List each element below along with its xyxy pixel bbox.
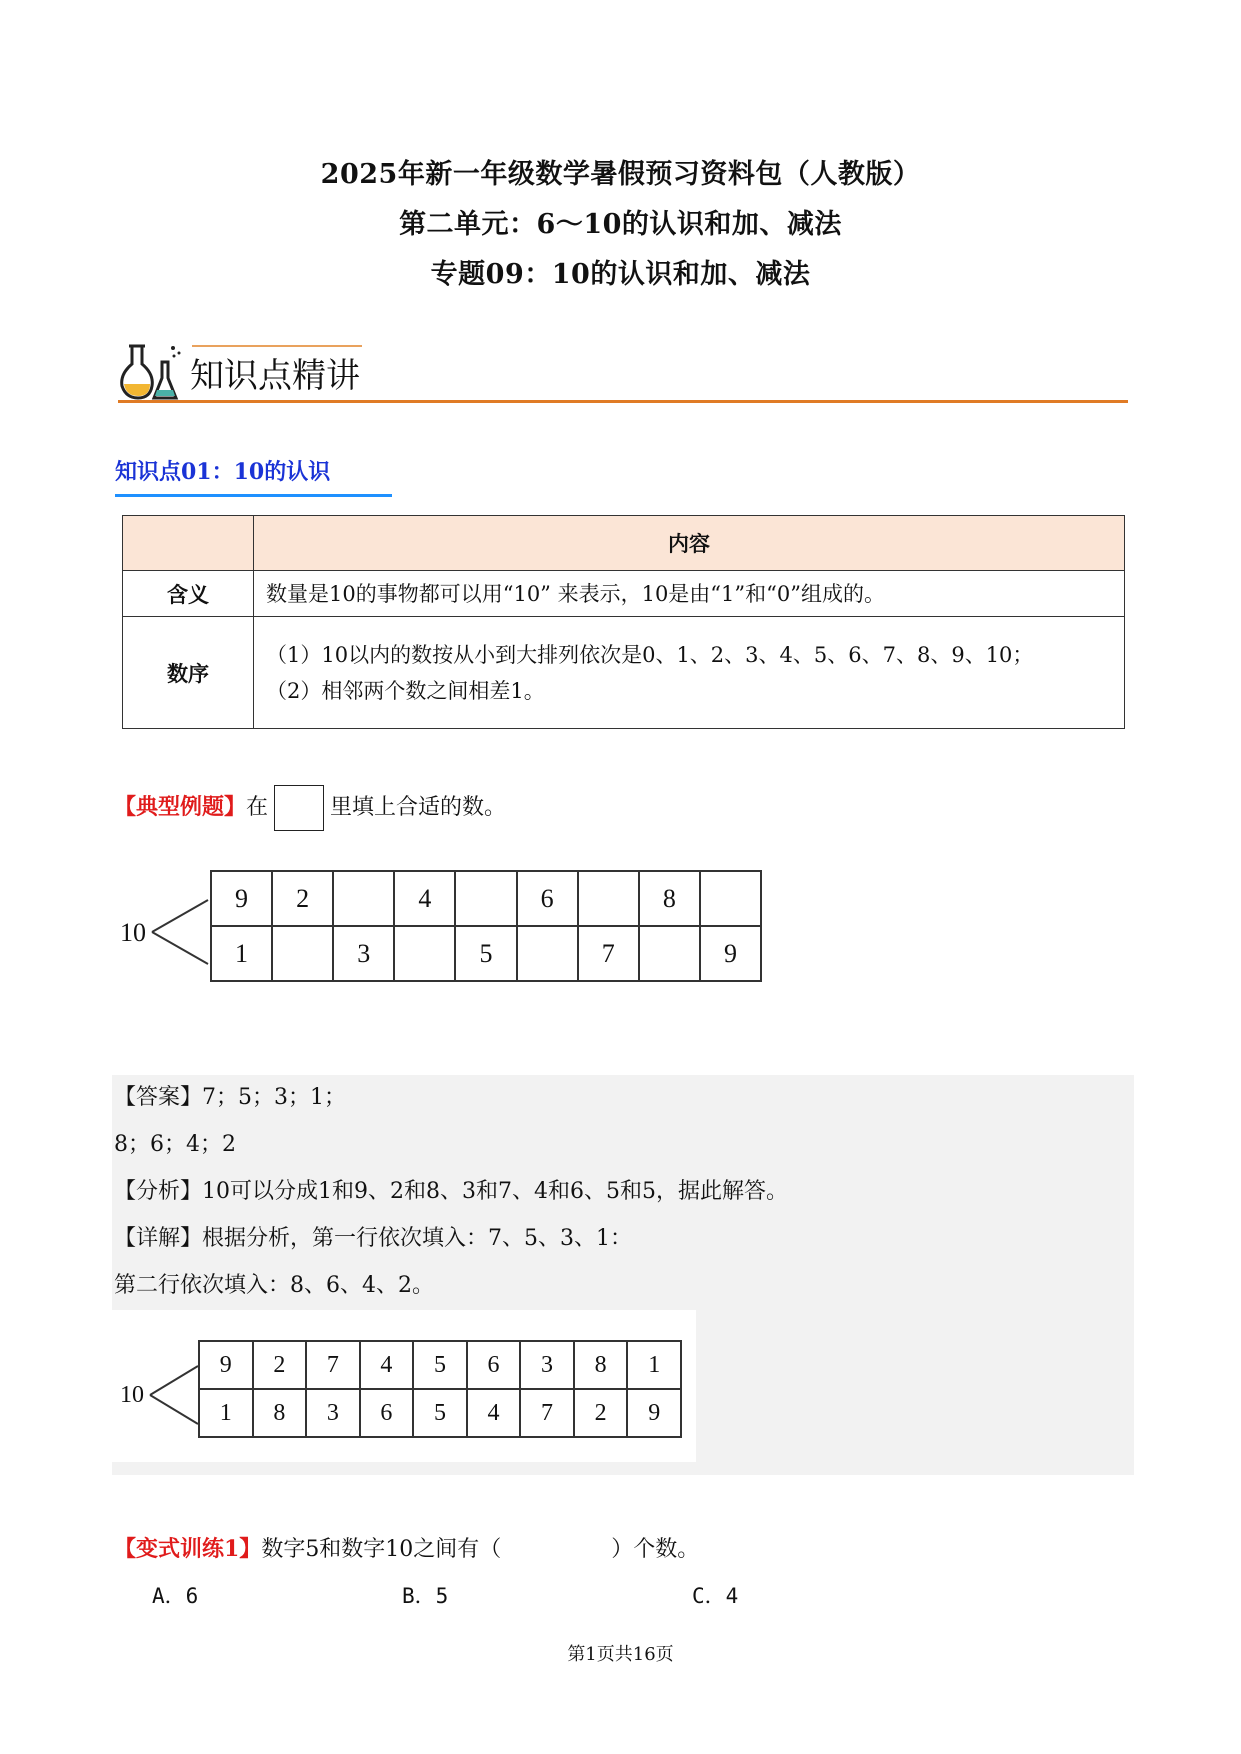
grid-cell: 2 xyxy=(272,871,333,926)
grid-cell: 9 xyxy=(199,1341,253,1389)
example-before: 在 xyxy=(246,795,269,820)
answer-line-2: 8；6；4；2 xyxy=(114,1132,236,1157)
topic-title: 专题09：10的认识和加、减法 xyxy=(430,259,811,290)
table-corner-cell xyxy=(123,516,254,571)
grid-cell: 3 xyxy=(333,926,394,981)
variant-tag: 【变式训练1】 xyxy=(114,1536,262,1562)
grid-cell: 5 xyxy=(455,926,516,981)
row-label-order: 数序 xyxy=(123,617,254,729)
option-a[interactable]: A．6 xyxy=(152,1584,199,1608)
example-after: 里填上合适的数。 xyxy=(330,795,507,820)
grid-cell: 1 xyxy=(627,1341,681,1389)
option-b[interactable]: B．5 xyxy=(402,1584,449,1608)
grid-cell xyxy=(455,871,516,926)
row-label-meaning: 含义 xyxy=(123,571,254,617)
grid-cell: 4 xyxy=(467,1389,521,1437)
ten-label: 10 xyxy=(120,918,146,947)
doc-title: 2025年新一年级数学暑假预习资料包（人教版） xyxy=(320,159,921,190)
variant-question xyxy=(114,1532,699,1563)
detail-line-2: 第二行依次填入：8、6、4、2。 xyxy=(114,1273,434,1298)
analysis-tag: 【分析】 xyxy=(114,1179,203,1204)
grid-row-top xyxy=(211,871,761,926)
section-top-line xyxy=(192,345,362,347)
row-text-meaning: 数量是10的事物都可以用“10” 来表示，10是由“1”和“0”组成的。 xyxy=(254,571,1125,617)
grid-cell: 9 xyxy=(700,926,761,981)
split-branch-icon xyxy=(148,898,210,966)
section-title: 知识点精讲 xyxy=(190,356,360,396)
grid-cell: 7 xyxy=(520,1389,574,1437)
answer-split-branch-icon xyxy=(146,1364,200,1426)
grid-cell: 1 xyxy=(199,1389,253,1437)
grid-cell xyxy=(394,926,455,981)
grid-cell xyxy=(639,926,700,981)
flask-icon xyxy=(118,342,184,402)
detail-line xyxy=(114,1221,632,1252)
blank-box-icon xyxy=(274,785,324,831)
section-divider xyxy=(118,400,1128,403)
table-header: 内容 xyxy=(254,516,1125,571)
answer-number-table xyxy=(198,1340,682,1438)
grid-cell: 8 xyxy=(639,871,700,926)
grid-cell xyxy=(272,926,333,981)
order-line-2: （2）相邻两个数之间相差1。 xyxy=(266,678,545,703)
grid-cell xyxy=(578,871,639,926)
row-text-order xyxy=(254,617,1125,729)
answer-text: 7；5；3；1； xyxy=(202,1085,347,1110)
page-footer: 第1页共16页 xyxy=(567,1644,674,1665)
analysis-line xyxy=(114,1174,788,1205)
option-c[interactable]: C．4 xyxy=(692,1584,739,1608)
knowledge-table xyxy=(122,515,1125,729)
variant-text: 数字5和数字10之间有（ ）个数。 xyxy=(261,1537,700,1562)
grid-cell xyxy=(700,871,761,926)
grid-cell: 8 xyxy=(574,1341,628,1389)
analysis-text: 10可以分成1和9、2和8、3和7、4和6、5和5，据此解答。 xyxy=(202,1179,788,1204)
grid-cell: 9 xyxy=(627,1389,681,1437)
grid-cell xyxy=(333,871,394,926)
order-line-1: （1）10以内的数按从小到大排列依次是0、1、2、3、4、5、6、7、8、9、10； xyxy=(266,642,1034,667)
grid-cell: 3 xyxy=(520,1341,574,1389)
answer-grid-row-top xyxy=(199,1341,681,1389)
answer-grid-row-bottom xyxy=(199,1389,681,1437)
knowledge-point-title: 知识点01：10的认识 xyxy=(115,459,331,485)
detail-text: 根据分析，第一行依次填入：7、5、3、1： xyxy=(202,1226,633,1251)
grid-cell: 6 xyxy=(517,871,578,926)
grid-cell: 6 xyxy=(467,1341,521,1389)
grid-cell xyxy=(517,926,578,981)
grid-cell: 5 xyxy=(413,1389,467,1437)
grid-cell: 3 xyxy=(306,1389,360,1437)
grid-cell: 4 xyxy=(360,1341,414,1389)
detail-tag: 【详解】 xyxy=(114,1226,203,1251)
answer-line xyxy=(114,1080,346,1111)
unit-title: 第二单元：6～10的认识和加、减法 xyxy=(399,209,842,240)
grid-cell: 6 xyxy=(360,1389,414,1437)
knowledge-point-underline xyxy=(115,494,392,497)
answer-ten-label: 10 xyxy=(120,1382,144,1408)
grid-cell: 1 xyxy=(211,926,272,981)
example-question xyxy=(114,785,506,831)
example-tag: 【典型例题】 xyxy=(114,794,247,820)
grid-cell: 2 xyxy=(253,1341,307,1389)
grid-cell: 4 xyxy=(394,871,455,926)
answer-tag: 【答案】 xyxy=(114,1085,203,1110)
example-number-table xyxy=(210,870,762,982)
grid-cell: 9 xyxy=(211,871,272,926)
grid-cell: 5 xyxy=(413,1341,467,1389)
grid-cell: 7 xyxy=(578,926,639,981)
grid-cell: 8 xyxy=(253,1389,307,1437)
grid-cell: 7 xyxy=(306,1341,360,1389)
grid-row-bottom xyxy=(211,926,761,981)
grid-cell: 2 xyxy=(574,1389,628,1437)
